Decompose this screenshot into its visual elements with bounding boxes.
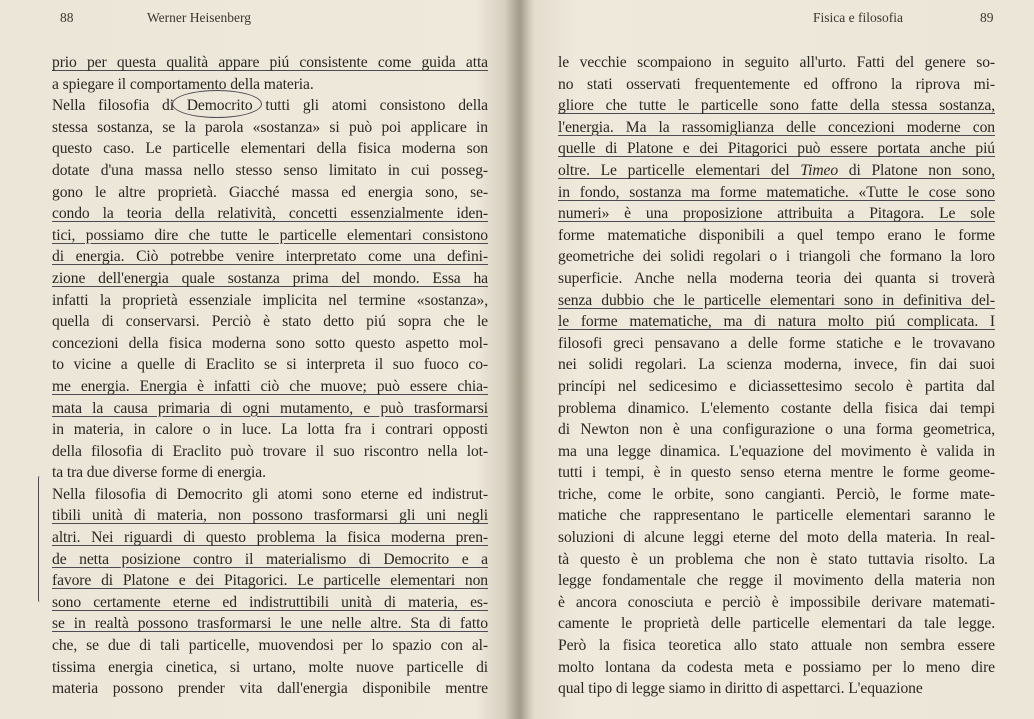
right-page (525, 0, 1034, 719)
text-line: problema dinamico. L'elemento costante della fisica dai tempi (558, 399, 995, 417)
text-line: altri. Nei riguardi di questo problema la fisica moderna pren- (52, 529, 488, 547)
text-line: della filosofia di Eraclito può trovare il suo riscontro nella lot- (52, 442, 488, 460)
text-line: infatti la proprietà essenziale implicita nel termine «sostanza», (52, 291, 488, 309)
text-line: oltre. Le particelle elementari del Timeo di Platone non sono, (558, 161, 995, 179)
text-line: senza dubbio che le particelle elementari sono in definitiva del- (558, 291, 995, 309)
text-line: condo la teoria della relatività, concetti essenzialmente iden- (52, 205, 488, 223)
text-line: qual tipo di legge siamo in diritto di aspettarci. L'equazione (558, 680, 923, 698)
text-line: che, se due di tali particelle, muovendosi per lo spazio con al- (52, 637, 488, 655)
text-line: Nella filosofia di Democrito gli atomi sono eterne ed indistrut- (52, 485, 488, 503)
text-line: di Newton non è una configurazione o una forma geometrica, (558, 421, 995, 439)
left-text-block (52, 52, 488, 700)
text-line: è ancora conosciuta e perciò è impossibile derivare matemati- (558, 593, 995, 611)
text-line: ta tra due diverse forme di energia. (52, 464, 266, 482)
text-line: nei solidi regolari. La scienza moderna, invece, fin dai suoi (558, 356, 995, 374)
text-line: Però la fisica teoretica allo stato attuale non sembra essere (558, 637, 995, 655)
text-line: ma una legge dinamica. L'equazione del movimento è valida in (558, 442, 995, 460)
text-line: dotate d'una massa nello stesso senso limitato in cui posseg- (52, 161, 488, 179)
text-line: zione dell'energia quale sostanza prima del mondo. Essa ha (52, 269, 488, 287)
text-line: materia possono prender vita dall'energia disponibile mentre (52, 680, 488, 698)
text-line: to vicine a quelle di Eraclito se si interpreta il suo fuoco co- (52, 356, 488, 374)
text-line: princípi nel sedicesimo e diciassettesimo secolo è partita dal (558, 377, 995, 395)
text-line: Nella filosofia di Democrito tutti gli atomi consistono della (52, 97, 488, 115)
circled-word-annotation (172, 90, 262, 118)
text-line: matiche che rappresentano le particelle elementari saranno le (558, 507, 995, 525)
text-line: tici, possiamo dire che tutte le particelle elementari consistono (52, 226, 488, 244)
text-line: numeri» è una proposizione attribuita a Pitagora. Le sole (558, 205, 995, 223)
text-line: in materia, in calore o in luce. La lotta fra i contrari opposti (52, 421, 488, 439)
text-line: prio per questa qualità appare piú consistente come guida atta (52, 54, 488, 71)
text-line: superficie. Anche nella moderna teoria dei quanta si troverà (558, 269, 995, 287)
text-line: triche, come le orbite, sono cangianti. Perciò, le forme mate- (558, 485, 995, 503)
left-page-number: 88 (60, 10, 74, 25)
text-line: me energia. Energia è infatti ciò che muove; può essere chia- (52, 377, 488, 395)
text-line: molto lontana da codesta meta e possiamo per lo meno dire (558, 658, 995, 676)
text-line: forme matematiche disponibili a quel tempo erano le forme (558, 226, 995, 244)
text-line: legge fondamentale che regge il movimento della materia non (558, 572, 995, 590)
text-line: in fondo, sostanza ma forme matematiche. «Tutte le cose sono (558, 183, 995, 201)
right-running-head: Fisica e filosofia (813, 10, 903, 25)
text-line: concezioni della fisica moderna sono sotto questo aspetto mol- (52, 334, 488, 352)
text-line: tutti i tempi, è in questo senso eterna mentre le forme geome- (558, 464, 995, 482)
text-line: questo caso. Le particelle elementari della fisica moderna son (52, 140, 488, 158)
text-line: le forme matematiche, ma di natura molto piú complicata. I (558, 313, 995, 331)
text-line: filosofi greci pensavano a delle forme statiche e le trovavano (558, 334, 995, 352)
text-line: di energia. Ciò potrebbe venire interpretato come una defini- (52, 248, 488, 266)
right-text-block (558, 52, 995, 700)
text-line: tissima energia cinetica, si urtano, molte nuove particelle di (52, 658, 488, 676)
italic-title: Timeo (800, 161, 839, 179)
text-line: a spiegare il comportamento della materia. (52, 75, 314, 93)
text-line: gono le altre proprietà. Giacché massa ed energia sono, se- (52, 183, 488, 201)
text-line: stessa sostanza, se la parola «sostanza» si può poi applicare in (52, 118, 488, 136)
text-line: quella di conservarsi. Perciò è stato detto piú sopra che le (52, 313, 488, 331)
text-line: quelle di Platone e dei Pitagorici può essere portata anche piú (558, 140, 995, 158)
text-line: no stati osservati frequentemente ed offrono la riprova mi- (558, 75, 995, 93)
text-line: l'energia. Ma la rassomiglianza delle concezioni moderne con (558, 118, 995, 136)
text-line: se in realtà possono trasformarsi le une nelle altre. Sta di fatto (52, 615, 488, 633)
left-running-head: Werner Heisenberg (147, 10, 251, 25)
text-line: le vecchie scompaiono in seguito all'urto. Fatti del genere so- (558, 54, 995, 71)
text-line: mata la causa primaria di ogni mutamento, e può trasformarsi (52, 399, 488, 417)
text-line: favore di Platone e dei Pitagorici. Le particelle elementari non (52, 572, 488, 590)
left-page (0, 0, 515, 719)
text-line: geometriche dei solidi regolari o i triangoli che formano la loro (558, 248, 995, 266)
text-line: soluzioni di alcune leggi eterne del moto della materia. In real- (558, 529, 995, 547)
text-line: de netta posizione contro il materialismo di Democrito e a (52, 550, 488, 568)
text-line: tibili unità di materia, non possono trasformarsi gli uni negli (52, 507, 488, 525)
text-line: camente le proprietà delle particelle elementari da tale legge. (558, 615, 995, 633)
right-page-number: 89 (980, 10, 994, 25)
margin-bracket-annotation (38, 476, 45, 602)
text-line: tà questo è un problema che non è stato tuttavia risolto. La (558, 550, 995, 568)
text-line: gliore che tutte le particelle sono fatte della stessa sostanza, (558, 97, 995, 115)
text-line: sono certamente eterne ed indistruttibili unità di materia, es- (52, 593, 488, 611)
